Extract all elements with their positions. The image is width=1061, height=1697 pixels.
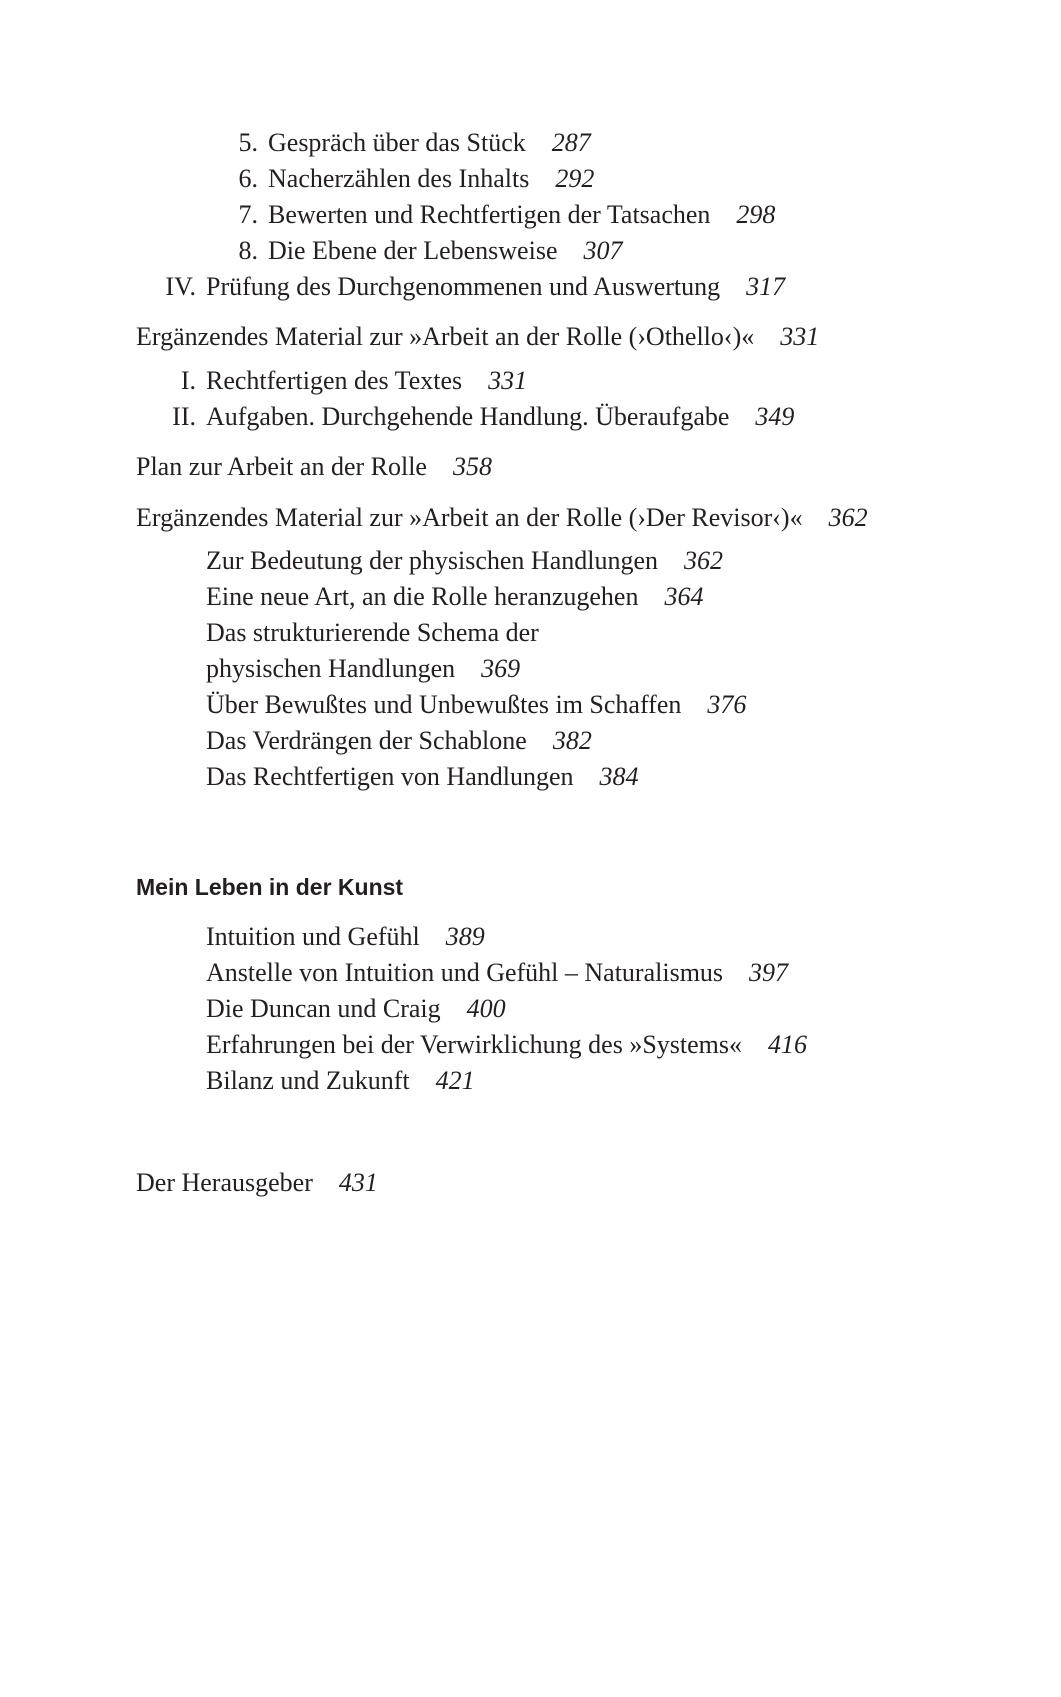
toc-item[interactable] xyxy=(206,272,785,302)
toc-item[interactable] xyxy=(206,1066,475,1096)
toc-item-title: Das Verdrängen der Schablone xyxy=(206,726,527,755)
toc-section-page: 362 xyxy=(828,503,868,532)
toc-item-page: 376 xyxy=(707,690,747,719)
toc-item[interactable] xyxy=(268,128,591,158)
toc-item[interactable] xyxy=(206,1030,807,1060)
toc-item[interactable] xyxy=(206,618,539,648)
toc-item-page: 400 xyxy=(466,994,506,1023)
toc-item-page: 292 xyxy=(555,164,595,193)
toc-section-herausgeber[interactable] xyxy=(136,1168,378,1198)
toc-item-page: 307 xyxy=(583,236,623,265)
toc-item-page: 298 xyxy=(736,200,776,229)
toc-item-page: 384 xyxy=(599,762,639,791)
toc-item-title: Gespräch über das Stück xyxy=(268,128,526,157)
toc-item[interactable] xyxy=(206,958,788,988)
toc-item[interactable] xyxy=(206,994,506,1024)
toc-item-page: 397 xyxy=(749,958,789,987)
toc-item-page: 421 xyxy=(435,1066,475,1095)
toc-item-title: Das strukturierende Schema der xyxy=(206,618,539,647)
toc-item-title: Bilanz und Zukunft xyxy=(206,1066,410,1095)
toc-item[interactable] xyxy=(206,726,592,756)
toc-item-title: Nacherzählen des Inhalts xyxy=(268,164,530,193)
toc-item-title: physischen Handlungen xyxy=(206,654,456,683)
toc-item-title: Die Duncan und Craig xyxy=(206,994,441,1023)
toc-item-number: I. xyxy=(180,366,196,395)
toc-item-continuation[interactable] xyxy=(206,654,520,684)
toc-section-title: Plan zur Arbeit an der Rolle xyxy=(136,452,427,481)
toc-item-page: 369 xyxy=(481,654,521,683)
toc-section-title: Der Herausgeber xyxy=(136,1168,313,1197)
toc-item-page: 389 xyxy=(445,922,485,951)
toc-item-title: Das Rechtfertigen von Handlungen xyxy=(206,762,574,791)
toc-item-title: Prüfung des Durchgenommenen und Auswertung xyxy=(206,272,721,301)
toc-item-number: IV. xyxy=(165,272,196,301)
toc-section-title: Ergänzendes Material zur »Arbeit an der Rolle (›Der Revisor‹)« xyxy=(136,503,803,532)
toc-item[interactable] xyxy=(268,200,775,230)
toc-item-page: 349 xyxy=(755,402,795,431)
toc-item-page: 287 xyxy=(551,128,591,157)
toc-item[interactable] xyxy=(206,546,723,576)
toc-section-title: Ergänzendes Material zur »Arbeit an der Rolle (›Othello‹)« xyxy=(136,322,755,351)
toc-section-page: 358 xyxy=(452,452,492,481)
toc-item[interactable] xyxy=(206,762,639,792)
toc-item-page: 382 xyxy=(552,726,592,755)
toc-section-page: 431 xyxy=(338,1168,378,1197)
toc-item-number: II. xyxy=(172,402,196,431)
toc-item-title: Rechtfertigen des Textes xyxy=(206,366,463,395)
toc-item-title: Die Ebene der Lebensweise xyxy=(268,236,558,265)
toc-item-page: 364 xyxy=(664,582,704,611)
toc-item[interactable] xyxy=(268,164,594,194)
toc-item-title: Intuition und Gefühl xyxy=(206,922,420,951)
toc-section-revisor[interactable] xyxy=(136,503,868,533)
toc-item[interactable] xyxy=(206,690,746,720)
toc-item-number: 8. xyxy=(238,236,258,265)
toc-item-title: Über Bewußtes und Unbewußtes im Schaffen xyxy=(206,690,682,719)
toc-item-page: 331 xyxy=(488,366,528,395)
toc-item-number: 5. xyxy=(238,128,258,157)
toc-item-page: 362 xyxy=(684,546,724,575)
toc-item-number: 6. xyxy=(238,164,258,193)
toc-item-page: 317 xyxy=(746,272,786,301)
toc-item-number: 7. xyxy=(238,200,258,229)
section-heading: Mein Leben in der Kunst xyxy=(136,874,404,900)
toc-item-title: Eine neue Art, an die Rolle heranzugehen xyxy=(206,582,639,611)
toc-item[interactable] xyxy=(206,402,794,432)
toc-item-title: Erfahrungen bei der Verwirklichung des »Systems« xyxy=(206,1030,743,1059)
toc-item-title: Aufgaben. Durchgehende Handlung. Überaufgabe xyxy=(206,402,730,431)
toc-item[interactable] xyxy=(206,582,703,612)
toc-section-plan[interactable] xyxy=(136,452,492,482)
toc-section-othello[interactable] xyxy=(136,322,819,352)
toc-item[interactable] xyxy=(268,236,622,266)
toc-item-title: Zur Bedeutung der physischen Handlungen xyxy=(206,546,659,575)
toc-item[interactable] xyxy=(206,922,485,952)
toc-item[interactable] xyxy=(206,366,527,396)
toc-item-page: 416 xyxy=(768,1030,808,1059)
toc-item-title: Anstelle von Intuition und Gefühl – Naturalismus xyxy=(206,958,724,987)
toc-item-title: Bewerten und Rechtfertigen der Tatsachen xyxy=(268,200,711,229)
toc-section-page: 331 xyxy=(780,322,820,351)
